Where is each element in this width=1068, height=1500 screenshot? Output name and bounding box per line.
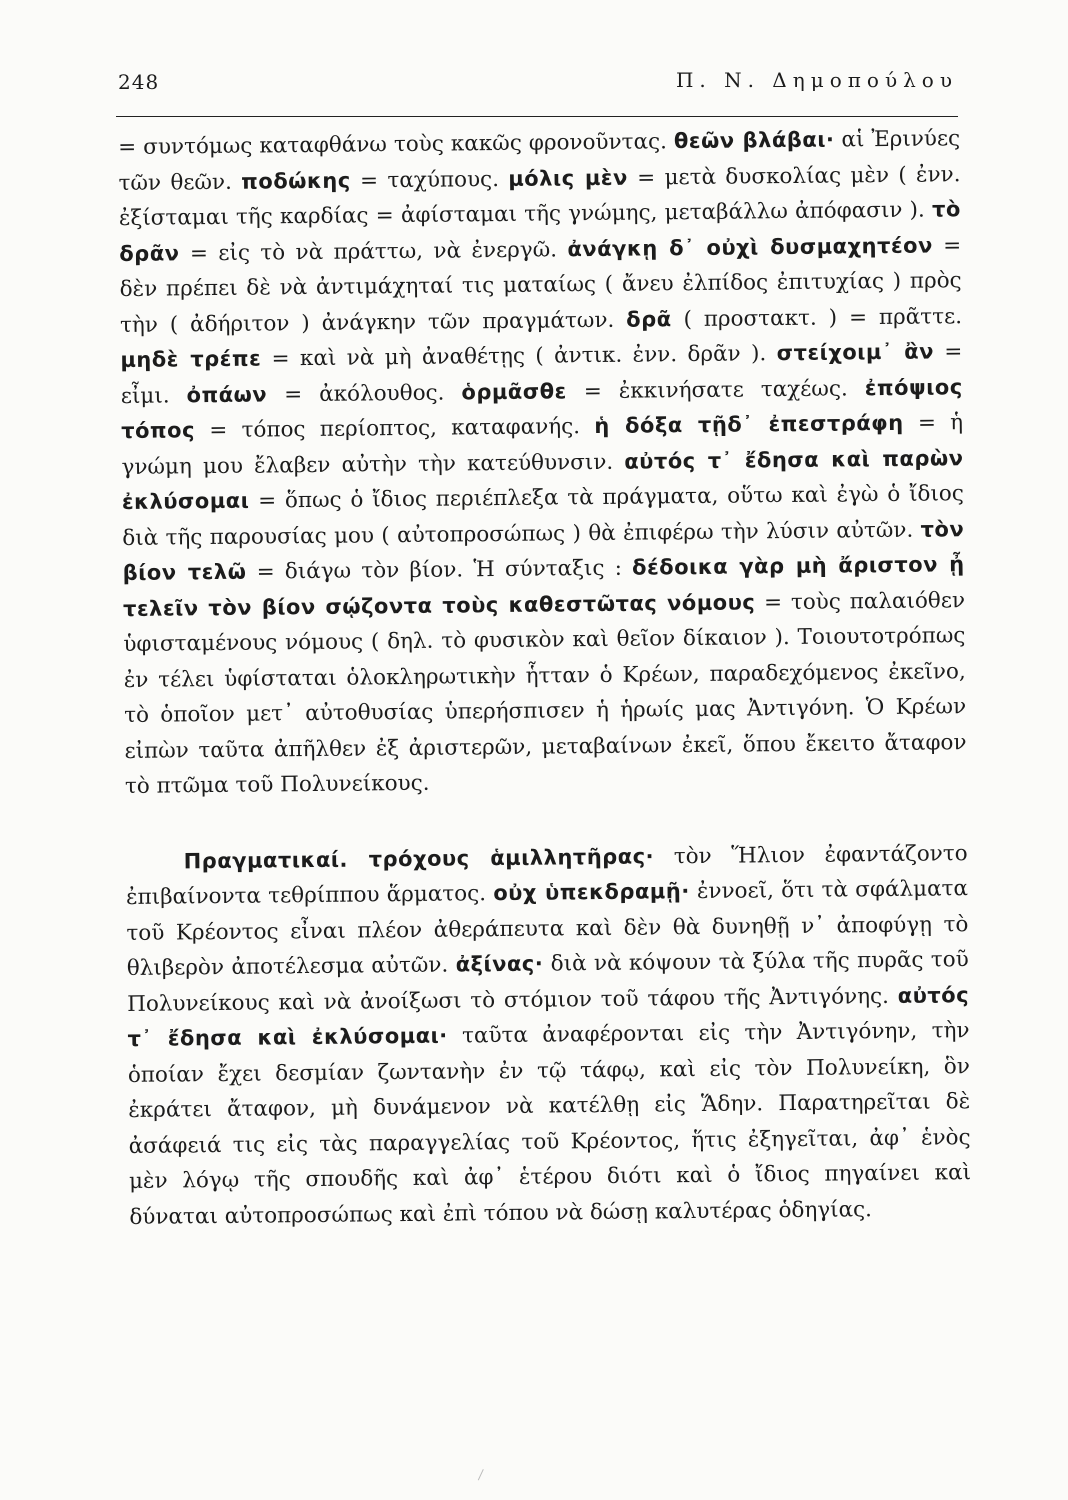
gloss-text: τὸν Ἥλιον ἐφαντάζοντο ἐπιβαίνοντα τεθρίππου ἅρματος.: [125, 840, 968, 910]
page-body: [118, 121, 972, 1235]
paper-mark: [478, 1469, 489, 1483]
lemma-term: ὁρμᾶσθε: [461, 378, 567, 404]
commentary-paragraph: [125, 836, 971, 1235]
gloss-text: = εἶμι.: [120, 339, 963, 409]
running-head: Π. Ν. Δημοπούλου: [675, 68, 958, 92]
gloss-text: ( προστακτ. ) = πρᾶττε.: [671, 303, 963, 332]
page-header: [118, 62, 958, 102]
gloss-text: = ἐκκινήσατε ταχέως.: [566, 375, 865, 404]
gloss-text: αἱ Ἐρινύες τῶν θεῶν.: [118, 126, 961, 196]
gloss-text: = ἀκόλουθος.: [266, 379, 462, 407]
lemma-term: δρᾶ: [626, 306, 672, 332]
lemma-term: ἡ δόξα τῇδ᾽ ἐπεστράφη: [594, 410, 904, 439]
gloss-text: = τοὺς παλαιόθεν ὑφισταμένους νόμους ( δηλ. τὸ φυσικὸν καὶ θεῖον δίκαιον ). Τοιουτοτρόπως ἐν τέλει ὑφίσταται ὁλοκληρωτικὴν ἧτταν ὁ Κρέων, παραδεχόμενος ἐκεῖνο, τὸ ὁποῖον μετ᾽ αὐτοθυσίας ὑπερήσπισεν ἡ ἡρωίς μας Ἀντιγόνη. Ὁ Κρέων εἰπὼν ταῦτα ἀπῆλθεν ἐξ ἀριστερῶν, μεταβαίνων ἐκεῖ, ὅπου ἔκειτο ἄταφον τὸ πτῶμα τοῦ Πολυνείκους.: [123, 587, 967, 799]
lemma-term: αὐτός τ᾽ ἔδησα καὶ ἐκλύσομαι·: [127, 982, 970, 1051]
lemma-term: αὐτός τ᾽ ἔδησα καὶ παρὼν ἐκλύσομαι: [121, 445, 964, 514]
gloss-text: διὰ νὰ κόψουν τὰ ξύλα τῆς πυρᾶς τοῦ Πολυνείκους καὶ νὰ ἀνοίξωσι τὸ στόμιον τοῦ τάφου τῆς Ἀντιγόνης.: [127, 947, 969, 1017]
gloss-text: = εἰς τὸ νὰ πράττω, νὰ ἐνεργῶ.: [179, 236, 568, 266]
gloss-text: = μετὰ δυσκολίας μὲν ( ἐνν. ἐξίσταμαι τῆς καρδίας = ἀφίσταμαι τῆς γνώμης, μεταβάλλω ἀπόφασιν ).: [118, 161, 961, 231]
lemma-term: μηδὲ τρέπε: [120, 346, 262, 372]
page-number: 248: [118, 70, 160, 94]
lemma-term: μόλις μὲν: [508, 165, 628, 191]
lemma-term: ὀπάων: [186, 381, 268, 407]
lemma-term: τρόχους ἁμιλλητῆρας·: [368, 843, 655, 871]
commentary-paragraph: [118, 121, 967, 804]
gloss-text: ἐννοεῖ, ὅτι τὰ σφάλματα τοῦ Κρέοντος εἶναι πλέον ἀθεράπευτα καὶ δὲν θὰ δυνηθῇ ν᾽ ἀποφύγῃ τὸ θλιβερὸν ἀποτέλεσμα αὐτῶν.: [126, 876, 969, 981]
lemma-term: δέδοικα γὰρ μὴ ἄριστον ᾖ τελεῖν τὸν βίον σῴζοντα τοὺς καθεστῶτας νόμους: [122, 552, 965, 621]
lemma-term: θεῶν βλάβαι·: [673, 127, 835, 154]
gloss-text: = ταχύπους.: [350, 166, 509, 194]
gloss-text: = διάγω τὸν βίον. Ἡ σύνταξις :: [246, 555, 633, 585]
lemma-term: τὸ δρᾶν: [119, 197, 962, 266]
lemma-term: ἐπόψιος τόπος: [121, 374, 963, 443]
lemma-term: ἀνάγκῃ δ᾽ οὐχὶ δυσμαχητέον: [567, 232, 933, 261]
lemma-term: οὐχ ὑπεκδραμῇ·: [493, 879, 690, 906]
gloss-text: ταῦτα ἀναφέρονται εἰς τὴν Ἀντιγόνην, τὴν ὁποίαν ἔχει δεσμίαν ζωντανὴν ἐν τῷ τάφῳ, καὶ εἰς τὸν Πολυνείκη, ὃν ἐκράτει ἄταφον, μὴ δυνάμενον νὰ κατέλθῃ εἰς Ἅδην. Παρατηρεῖται δὲ ἀσάφειά τις εἰς τὰς παραγγελίας τοῦ Κρέοντος, ἥτις ἐξηγεῖται, ἀφ᾽ ἑνὸς μὲν λόγῳ τῆς σπουδῆς καὶ ἀφ᾽ ἑτέρου διότι καὶ ὁ ἴδιος πηγαίνει καὶ δύναται αὐτοπροσώπως καὶ ἐπὶ τόπου νὰ δώσῃ καλυτέρας ὁδηγίας.: [127, 1018, 972, 1230]
gloss-text: = καὶ νὰ μὴ ἀναθέτῃς ( ἀντικ. ἐνν. δρᾶν ).: [261, 341, 777, 372]
lemma-term: Πραγματικαί.: [183, 846, 369, 873]
header-rule: [116, 116, 958, 117]
lemma-term: στείχοιμ᾽ ἂν: [776, 339, 935, 366]
gloss-text: = συντόμως καταφθάνω τοὺς κακῶς φρονοῦντας.: [118, 129, 675, 160]
lemma-term: ἀξίνας·: [455, 951, 544, 977]
gloss-text: = ὅπως ὁ ἴδιος περιέπλεξα τὰ πράγματα, οὕτω καὶ ἐγὼ ὁ ἴδιος διὰ τῆς παρουσίας μου ( αὐτοπροσώπως ) θὰ ἐπιφέρω τὴν λύσιν αὐτῶν.: [122, 481, 964, 551]
lemma-term: τὸν βίον τελῶ: [122, 516, 965, 585]
lemma-term: ποδώκης: [241, 168, 351, 194]
gloss-text: = δὲν πρέπει δὲ νὰ ἀντιμάχηταί τις ματαίως ( ἄνευ ἐλπίδος ἐπιτυχίας ) πρὸς τὴν ( ἀδήριτον ) ἀνάγκην τῶν πραγμάτων.: [119, 232, 962, 338]
gloss-text: = τόπος περίοπτος, καταφανής.: [194, 414, 595, 444]
gloss-text: = ἡ γνώμη μου ἔλαβεν αὐτὴν τὴν κατεύθυνσιν.: [121, 410, 964, 480]
